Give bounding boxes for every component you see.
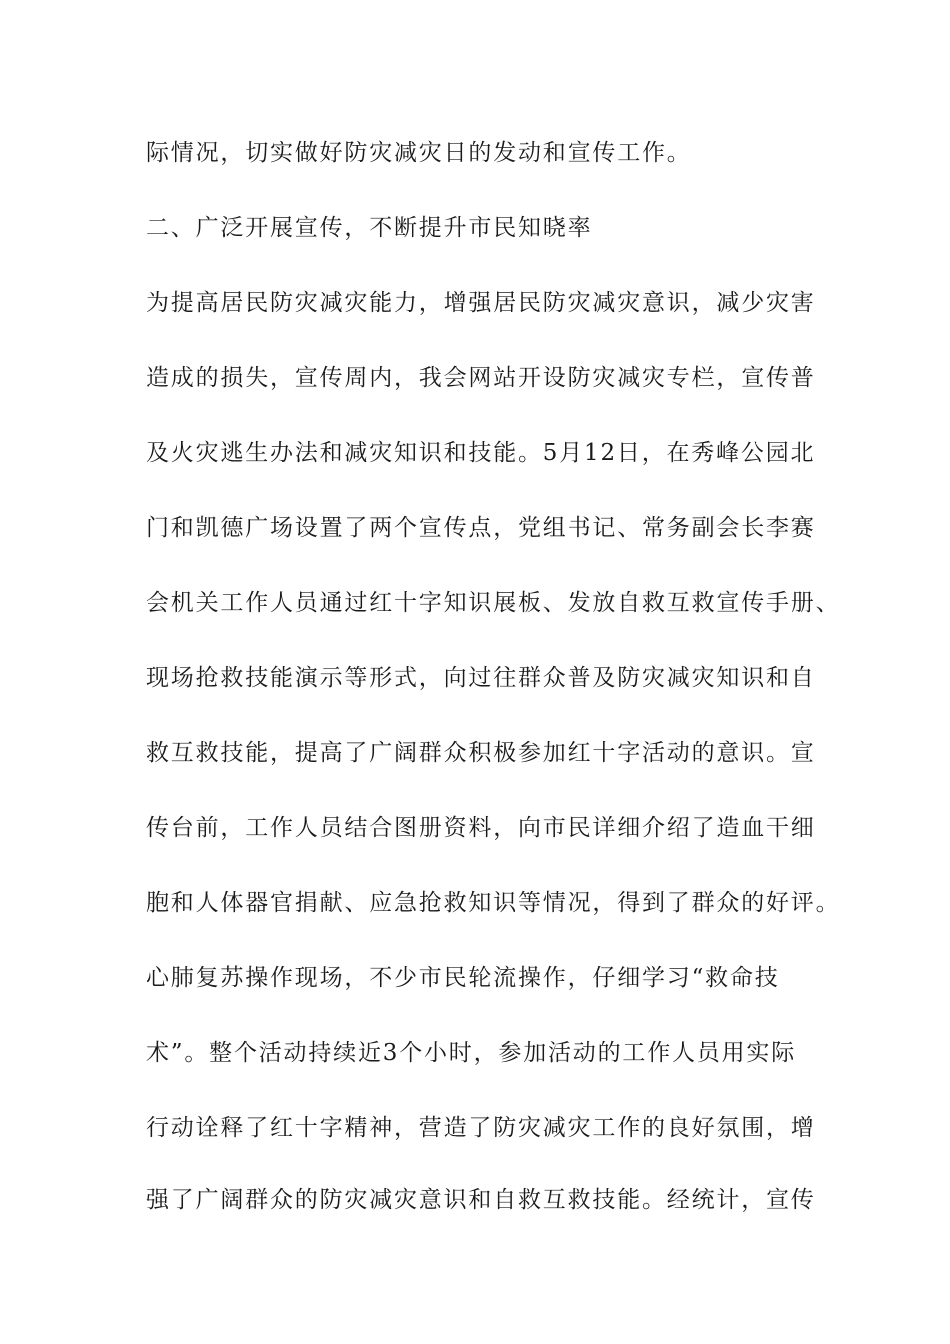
paragraph-line: 传台前，工作人员结合图册资料，向市民详细介绍了造血干细 [146, 815, 816, 841]
paragraph-line: 胞和人体器官捐献、应急抢救知识等情况，得到了群众的好评。 [146, 890, 841, 916]
paragraph-line: 现场抢救技能演示等形式，向过往群众普及防灾减灾知识和自 [146, 665, 816, 691]
paragraph-line: 为提高居民防灾减灾能力，增强居民防灾减灾意识，减少灾害 [146, 290, 816, 316]
paragraph-line: 及火灾逃生办法和减灾知识和技能。5月12日，在秀峰公园北 [146, 440, 816, 466]
paragraph-line: 际情况，切实做好防灾减灾日的发动和宣传工作。 [146, 140, 692, 166]
paragraph-line: 行动诠释了红十字精神，营造了防灾减灾工作的良好氛围，增 [146, 1115, 816, 1141]
section-heading: 二、广泛开展宣传，不断提升市民知晓率 [146, 215, 593, 241]
paragraph-line: 门和凯德广场设置了两个宣传点，党组书记、常务副会长李赛 [146, 515, 816, 541]
paragraph-line: 心肺复苏操作现场，不少市民轮流操作，仔细学习“救命技 [146, 965, 780, 991]
paragraph-line: 术”。整个活动持续近3个小时，参加活动的工作人员用实际 [146, 1040, 796, 1066]
paragraph-line: 救互救技能，提高了广阔群众积极参加红十字活动的意识。宣 [146, 740, 816, 766]
paragraph-line: 造成的损失，宣传周内，我会网站开设防灾减灾专栏，宣传普 [146, 365, 816, 391]
paragraph-line: 会机关工作人员通过红十字知识展板、发放自救互救宣传手册、 [146, 590, 841, 616]
paragraph-line: 强了广阔群众的防灾减灾意识和自救互救技能。经统计，宣传 [146, 1187, 816, 1213]
